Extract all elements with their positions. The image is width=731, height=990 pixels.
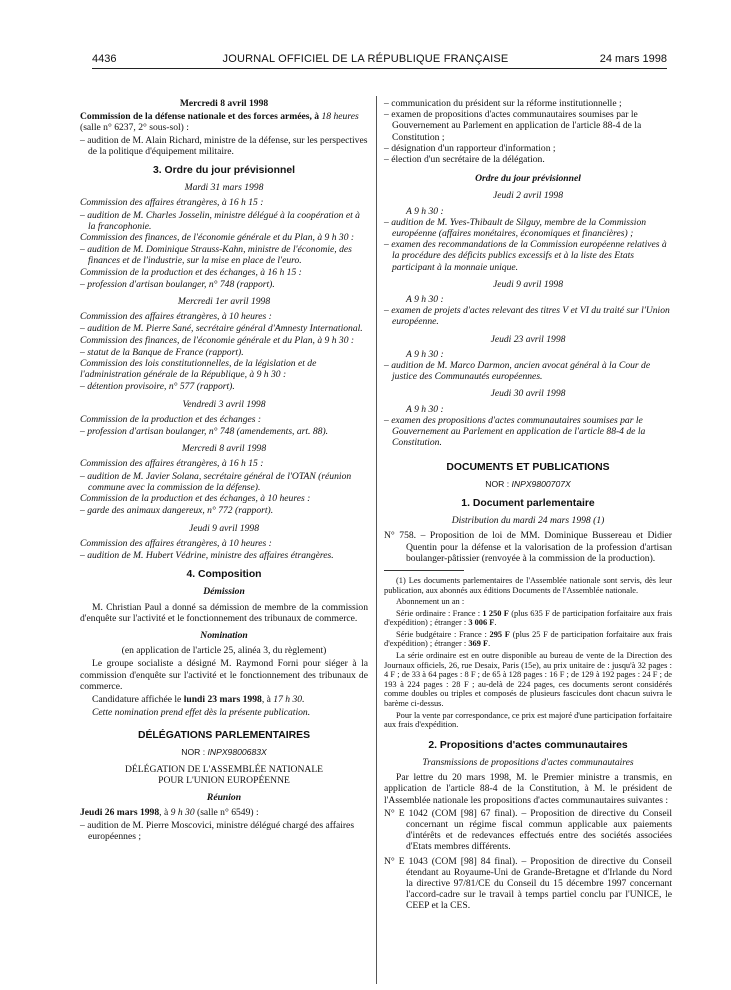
document-item: N° 758. – Proposition de loi de MM. Dominique Bussereau et Didier Quentin pour la défense et la valorisation de la profession d'artisan boulanger-pâtissier (renvoyée à la commission de la production). (384, 530, 672, 564)
agenda-date: Mardi 31 mars 1998 (184, 182, 264, 194)
page-header (0, 0, 731, 70)
right-column (384, 98, 672, 915)
commission-line: Commission des affaires étrangères, à 10 heures : (80, 311, 272, 323)
commission-line: Commission des finances, de l'économie générale et du Plan, à 9 h 30 : (80, 232, 355, 244)
agenda-date: Mercredi 1er avril 1998 (177, 296, 271, 308)
paragraph: (en application de l'article 25, alinéa 3, du règlement) (121, 645, 327, 657)
agenda-date: Jeudi 23 avril 1998 (490, 333, 566, 345)
agenda-item: – désignation d'un rapporteur d'information ; (384, 142, 556, 154)
agenda-item: – communication du président sur la réforme institutionnelle ; (384, 98, 622, 109)
commission-line: Commission des affaires étrangères, à 16 h 15 : (80, 197, 264, 209)
agenda-date: Jeudi 9 avril 1998 (492, 278, 564, 290)
header-rule (92, 68, 667, 69)
commission-line: Commission des affaires étrangères, à 10 heures : (80, 537, 272, 549)
paragraph: Par lettre du 20 mars 1998, M. le Premier ministre a transmis, en application de l'article 88-4 de la Constitution, à M. le président de l'Assemblée nationale les propositions d'actes communautaires suivantes : (384, 772, 672, 806)
meeting-commission: Commission de la défense nationale et des forces armées, à 18 heures (salle n° 6237, 2° sous-sol) : (80, 111, 359, 134)
page-number: 4436 (92, 53, 117, 65)
left-column (80, 98, 368, 842)
nor-reference: NOR : INPX9800683X (181, 746, 267, 757)
agenda-item: – examen des propositions d'actes communautaires soumises par le Gouvernement au Parlement en application de l'article 88-4 de la Constitution. (384, 414, 646, 449)
section-title: 2. Propositions d'actes communautaires (428, 739, 628, 751)
agenda-item: – garde des animaux dangereux, n° 772 (rapport). (80, 505, 274, 517)
subsection-title: Nomination (200, 629, 248, 641)
agenda-item: – examen de propositions d'actes communautaires soumises par le Gouvernement au Parlement en application de l'article 88-4 de la Constitution ; (384, 109, 642, 143)
agenda-date: Mercredi 8 avril 1998 (181, 443, 267, 455)
agenda-item: – audition de M. Pierre Sané, secrétaire général d'Amnesty International. (80, 323, 363, 335)
commission-line: Commission des lois constitutionnelles, de la législation et de l'administration générale de la République, à 9 h 30 : (80, 358, 317, 381)
footnote-text: La série ordinaire est en outre disponible au bureau de vente de la Direction des Journaux officiels, 26, rue Desaix, Paris (15e), au prix unitaire de : jusqu'à 32 pages : 4 F ; de 33 à 64 pages : 8 F ; de 65 à 128 pages : 16 F ; de 129 à 192 pages : 24 F ; de 193 à 224 pages : 28 F ; au-delà de 224 pages, ces documents seront considérés comme doubles ou triples et composés de plusieurs fascicules dont chacun suivra le barème ci-dessus. (384, 651, 672, 709)
agenda-item: – statut de la Banque de France (rapport). (80, 346, 244, 358)
paragraph: Le groupe socialiste a désigné M. Raymond Forni pour siéger à la commission d'enquête sur l'activité et le fonctionnement des tribunaux de commerce. (80, 658, 368, 692)
footnote-price-line: Série budgétaire : France : 295 F (plus 25 F de participation forfaitaire aux frais d'expédition) ; étranger : 369 F. (384, 629, 672, 649)
agenda-item: – audition de M. Dominique Strauss-Kahn, ministre de l'économie, des finances et de l'industrie, sur la mise en place de l'euro. (80, 244, 352, 267)
agenda-item: – audition de M. Hubert Védrine, ministre des affaires étrangères. (80, 549, 334, 561)
footnote-rule (384, 570, 464, 571)
agenda-date: Jeudi 9 avril 1998 (188, 522, 260, 534)
candidature-line: Candidature affichée le lundi 23 mars 1998, à 17 h 30. (92, 693, 305, 705)
agenda-item: – audition de M. Charles Josselin, ministre délégué à la coopération et à la francophonie. (80, 209, 360, 232)
agenda-item: – audition de M. Javier Solana, secrétaire général de l'OTAN (réunion commune avec la commission de la défense). (80, 470, 352, 493)
document-item: N° E 1042 (COM [98] 67 final). – Proposition de directive du Conseil concernant un régime fiscal commun applicable aux paiements d'intérêts et de redevances effectués entre des sociétés associées d'Etats membres différents. (384, 807, 672, 853)
journal-title: JOURNAL OFFICIEL DE LA RÉPUBLIQUE FRANÇAISE (222, 53, 509, 65)
agenda-time: A 9 h 30 : (406, 403, 444, 415)
distribution-line: Distribution du mardi 24 mars 1998 (1) (451, 515, 605, 527)
paragraph: M. Christian Paul a donné sa démission de membre de la commission d'enquête sur l'activité et le fonctionnement des tribunaux de commerce. (80, 601, 368, 624)
commission-line: Commission de la production et des échanges, à 10 heures : (80, 493, 311, 505)
subsection-title: Démission (203, 586, 245, 598)
commission-line: Commission des finances, de l'économie générale et du Plan, à 9 h 30 : (80, 334, 355, 346)
subsection-title: Réunion (206, 792, 242, 804)
meeting-line: Jeudi 26 mars 1998, à 9 h 30 (salle n° 6549) : (80, 807, 259, 819)
column-divider (376, 96, 377, 984)
footnote-text: (1) Les documents parlementaires de l'Assemblée nationale sont servis, dès leur publication, aux abonnés aux éditions Documents de l'Assemblée nationale. (384, 575, 672, 595)
section-title: 4. Composition (186, 569, 262, 581)
agenda-item: – profession d'artisan boulanger, n° 748 (amendements, art. 88). (80, 426, 329, 438)
agenda-time: A 9 h 30 : (406, 348, 444, 360)
section-title: DÉLÉGATIONS PARLEMENTAIRES (137, 730, 311, 742)
section-title: 1. Document parlementaire (461, 497, 595, 509)
subsection-title: Ordre du jour prévisionnel (475, 173, 581, 185)
meeting-date: Mercredi 8 avril 1998 (179, 98, 269, 109)
nor-reference: NOR : INPX9800707X (485, 478, 571, 489)
agenda-item: – audition de M. Yves-Thibault de Silguy, membre de la Commission européenne (affaires monétaires, économiques et financières) ; (384, 216, 647, 240)
agenda-item: – examen des recommandations de la Commission européenne relatives à la procédure des déficits publics excessifs et à la liste des Etats participant à la monnaie unique. (384, 239, 667, 273)
commission-line: Commission de la production et des échanges : (80, 413, 262, 425)
paragraph: Cette nomination prend effet dès la présente publication. (92, 707, 311, 719)
footnote-price-line: Série ordinaire : France : 1 250 F (plus 635 F de participation forfaitaire aux frais d'expédition) ; étranger : 3 006 F. (384, 608, 672, 628)
delegation-title: POUR L'UNION EUROPÉENNE (158, 774, 290, 786)
footnote (384, 576, 672, 730)
footnote-text: Abonnement un an : (396, 597, 465, 607)
commission-line: Commission de la production et des échanges, à 16 h 15 : (80, 266, 302, 278)
agenda-item: – examen de projets d'actes relevant des titres V et VI du traité sur l'Union européenne. (384, 305, 670, 328)
agenda-date: Vendredi 3 avril 1998 (182, 398, 266, 410)
delegation-title: DÉLÉGATION DE L'ASSEMBLÉE NATIONALE (124, 763, 324, 775)
section-title: 3. Ordre du jour prévisionnel (152, 165, 296, 177)
document-item: N° E 1043 (COM [98] 84 final). – Proposition de directive du Conseil étendant au Royaume-Uni de Grande-Bretagne et d'Irlande du Nord la directive 97/81/CE du Conseil du 15 décembre 1997 concernant l'accord-cadre sur le travail à temps partiel conclu par l'UNICE, le CEEP et la CES. (384, 855, 672, 912)
agenda-date: Jeudi 2 avril 1998 (492, 190, 564, 202)
agenda-item: – audition de M. Marco Darmon, ancien avocat général à la Cour de justice des Communautés européennes. (384, 360, 651, 383)
commission-line: Commission des affaires étrangères, à 16 h 15 : (80, 458, 264, 470)
subsection-title: Transmissions de propositions d'actes communautaires (422, 757, 634, 769)
issue-date: 24 mars 1998 (599, 53, 667, 65)
agenda-item: – audition de M. Pierre Moscovici, ministre délégué chargé des affaires européennes ; (80, 819, 355, 842)
agenda-item: – profession d'artisan boulanger, n° 748 (rapport). (80, 278, 275, 290)
agenda-item: – élection d'un secrétaire de la délégation. (384, 154, 545, 166)
agenda-item: – détention provisoire, n° 577 (rapport). (80, 381, 235, 393)
agenda-item: – audition de M. Alain Richard, ministre de la défense, sur les perspectives de la politique d'équipement militaire. (80, 134, 368, 157)
footnote-text: Pour la vente par correspondance, ce prix est majoré d'une participation forfaitaire aux frais d'expédition. (384, 710, 672, 730)
agenda-time: A 9 h 30 : (406, 294, 444, 306)
agenda-time: A 9 h 30 : (406, 205, 444, 217)
agenda-date: Jeudi 30 avril 1998 (490, 388, 566, 400)
section-title: DOCUMENTS ET PUBLICATIONS (446, 462, 610, 474)
